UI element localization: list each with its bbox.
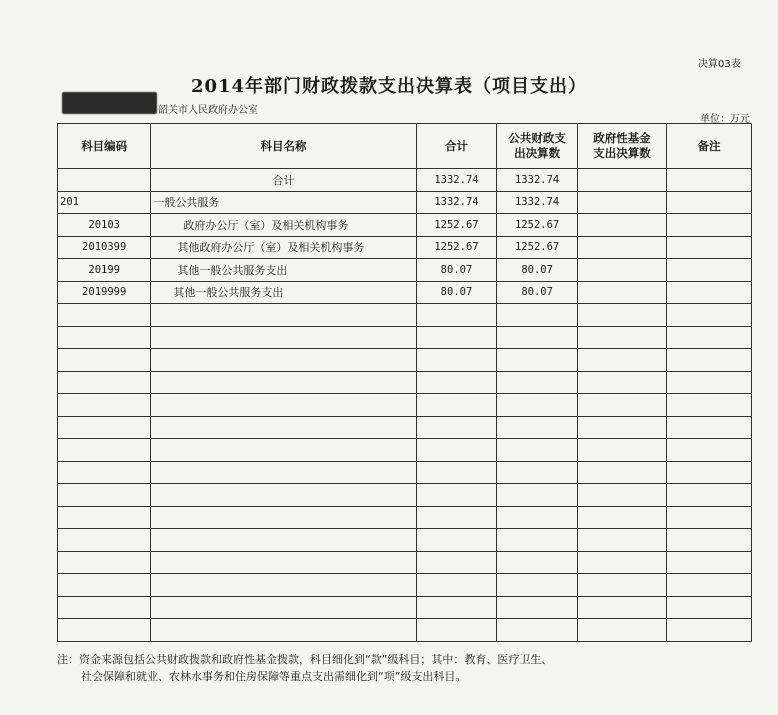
empty-cell (416, 439, 497, 462)
table-row-total (58, 169, 752, 192)
table-row (58, 214, 752, 237)
empty-cell (577, 506, 666, 529)
empty-cell (151, 416, 416, 439)
empty-cell (667, 619, 752, 642)
empty-row (58, 619, 752, 642)
header-total: 合计 (416, 124, 497, 169)
empty-cell (667, 326, 752, 349)
empty-cell (577, 619, 666, 642)
empty-cell (667, 484, 752, 507)
cell-name: 其他政府办公厅（室）及相关机构事务 (151, 236, 416, 259)
organization-name: 韶关市人民政府办公室 (158, 105, 258, 116)
empty-row (58, 326, 752, 349)
empty-cell (416, 529, 497, 552)
empty-cell (667, 371, 752, 394)
empty-cell (667, 506, 752, 529)
empty-cell (416, 619, 497, 642)
table-row (58, 259, 752, 282)
empty-row (58, 304, 752, 327)
empty-cell (497, 461, 578, 484)
empty-row (58, 574, 752, 597)
cell-name: 其他一般公共服务支出 (151, 259, 416, 282)
cell-code: 2010399 (58, 236, 151, 259)
empty-cell (151, 326, 416, 349)
cell-note (667, 214, 752, 237)
empty-cell (497, 529, 578, 552)
header-government-fund-line2: 支出决算数 (593, 146, 651, 160)
empty-cell (667, 439, 752, 462)
cell-public-finance: 80.07 (497, 259, 578, 282)
cell-name: 其他一般公共服务支出 (151, 281, 416, 304)
cell-note (667, 259, 752, 282)
empty-row (58, 484, 752, 507)
empty-cell (58, 349, 151, 372)
empty-cell (577, 574, 666, 597)
empty-row (58, 461, 752, 484)
empty-cell (577, 371, 666, 394)
cell-government-fund (577, 191, 666, 214)
empty-cell (58, 529, 151, 552)
cell-government-fund (577, 281, 666, 304)
empty-cell (58, 551, 151, 574)
cell-code: 20103 (58, 214, 151, 237)
empty-cell (151, 484, 416, 507)
header-public-finance-line2: 出决算数 (514, 146, 561, 160)
cell-note (667, 281, 752, 304)
empty-cell (416, 326, 497, 349)
header-government-fund (577, 124, 666, 169)
empty-cell (577, 304, 666, 327)
empty-cell (667, 596, 752, 619)
empty-cell (416, 349, 497, 372)
header-note: 备注 (667, 124, 752, 169)
empty-cell (416, 371, 497, 394)
empty-cell (151, 619, 416, 642)
empty-cell (667, 304, 752, 327)
empty-cell (58, 461, 151, 484)
empty-cell (151, 574, 416, 597)
empty-cell (416, 394, 497, 417)
empty-row (58, 506, 752, 529)
cell-government-fund (577, 259, 666, 282)
empty-cell (497, 349, 578, 372)
empty-cell (58, 574, 151, 597)
empty-cell (577, 596, 666, 619)
cell-government-fund (577, 169, 666, 192)
empty-cell (58, 484, 151, 507)
empty-cell (416, 461, 497, 484)
footnote-line2: 社会保障和就业、农林水事务和住房保障等重点支出需细化到“项”级支出科目。 (81, 670, 467, 683)
empty-cell (497, 506, 578, 529)
empty-cell (577, 551, 666, 574)
cell-public-finance: 1252.67 (497, 236, 578, 259)
cell-total: 80.07 (416, 259, 497, 282)
empty-cell (497, 484, 578, 507)
cell-code: 20199 (58, 259, 151, 282)
header-row (58, 124, 752, 169)
empty-cell (667, 416, 752, 439)
cell-name: 一般公共服务 (151, 191, 416, 214)
cell-total: 1332.74 (416, 191, 497, 214)
empty-cell (416, 304, 497, 327)
header-name: 科目名称 (151, 124, 416, 169)
footnote-line1: 注：资金来源包括公共财政拨款和政府性基金拨款，科目细化到“款”级科目；其中：教育、医疗卫生、 (57, 653, 553, 666)
empty-cell (577, 461, 666, 484)
empty-cell (151, 506, 416, 529)
empty-cell (667, 394, 752, 417)
empty-cell (58, 619, 151, 642)
empty-cell (58, 394, 151, 417)
cell-total: 1332.74 (416, 169, 497, 192)
empty-cell (577, 349, 666, 372)
empty-cell (416, 484, 497, 507)
table-row (58, 281, 752, 304)
expenditure-table (57, 123, 752, 642)
cell-public-finance: 1332.74 (497, 191, 578, 214)
cell-code: 201 (58, 191, 151, 214)
empty-cell (151, 529, 416, 552)
empty-cell (151, 439, 416, 462)
cell-name: 政府办公厅（室）及相关机构事务 (151, 214, 416, 237)
empty-cell (497, 304, 578, 327)
empty-cell (667, 551, 752, 574)
header-public-finance (497, 124, 578, 169)
header-public-finance-line1: 公共财政支 (508, 131, 566, 145)
cell-public-finance: 1332.74 (497, 169, 578, 192)
cell-note (667, 191, 752, 214)
empty-cell (667, 529, 752, 552)
form-number: 决算03表 (698, 59, 741, 70)
empty-cell (577, 529, 666, 552)
empty-cell (667, 349, 752, 372)
empty-cell (577, 326, 666, 349)
cell-total: 80.07 (416, 281, 497, 304)
empty-cell (416, 574, 497, 597)
cell-public-finance: 80.07 (497, 281, 578, 304)
empty-cell (58, 439, 151, 462)
empty-row (58, 416, 752, 439)
empty-cell (497, 394, 578, 417)
cell-name: 合计 (151, 169, 416, 192)
cell-total: 1252.67 (416, 236, 497, 259)
empty-cell (416, 551, 497, 574)
empty-cell (416, 416, 497, 439)
empty-cell (497, 416, 578, 439)
empty-cell (497, 371, 578, 394)
empty-cell (667, 574, 752, 597)
empty-row (58, 596, 752, 619)
cell-note (667, 169, 752, 192)
page-title: 2014年部门财政拨款支出决算表（项目支出） (190, 76, 588, 97)
empty-cell (497, 574, 578, 597)
empty-cell (151, 461, 416, 484)
empty-cell (577, 484, 666, 507)
empty-cell (151, 596, 416, 619)
empty-cell (577, 439, 666, 462)
empty-cell (151, 371, 416, 394)
cell-government-fund (577, 214, 666, 237)
unit-label: 单位：万元 (700, 114, 750, 125)
empty-cell (416, 506, 497, 529)
empty-cell (151, 551, 416, 574)
empty-row (58, 529, 752, 552)
cell-code: 2019999 (58, 281, 151, 304)
footnote (57, 651, 757, 685)
empty-cell (497, 326, 578, 349)
empty-cell (577, 394, 666, 417)
cell-code (58, 169, 151, 192)
empty-row (58, 394, 752, 417)
empty-cell (58, 416, 151, 439)
header-code: 科目编码 (58, 124, 151, 169)
empty-cell (151, 304, 416, 327)
empty-cell (497, 551, 578, 574)
header-government-fund-line1: 政府性基金 (593, 131, 651, 145)
empty-cell (416, 596, 497, 619)
empty-cell (667, 461, 752, 484)
empty-cell (497, 619, 578, 642)
empty-cell (497, 596, 578, 619)
empty-row (58, 439, 752, 462)
empty-row (58, 371, 752, 394)
cell-total: 1252.67 (416, 214, 497, 237)
cell-public-finance: 1252.67 (497, 214, 578, 237)
redacted-mark (62, 92, 157, 114)
empty-row (58, 551, 752, 574)
empty-cell (577, 416, 666, 439)
cell-government-fund (577, 236, 666, 259)
table-row (58, 236, 752, 259)
empty-cell (58, 506, 151, 529)
cell-note (667, 236, 752, 259)
empty-cell (497, 439, 578, 462)
empty-cell (151, 349, 416, 372)
empty-cell (58, 371, 151, 394)
empty-cell (151, 394, 416, 417)
empty-cell (58, 304, 151, 327)
empty-cell (58, 326, 151, 349)
empty-row (58, 349, 752, 372)
table-row (58, 191, 752, 214)
empty-cell (58, 596, 151, 619)
